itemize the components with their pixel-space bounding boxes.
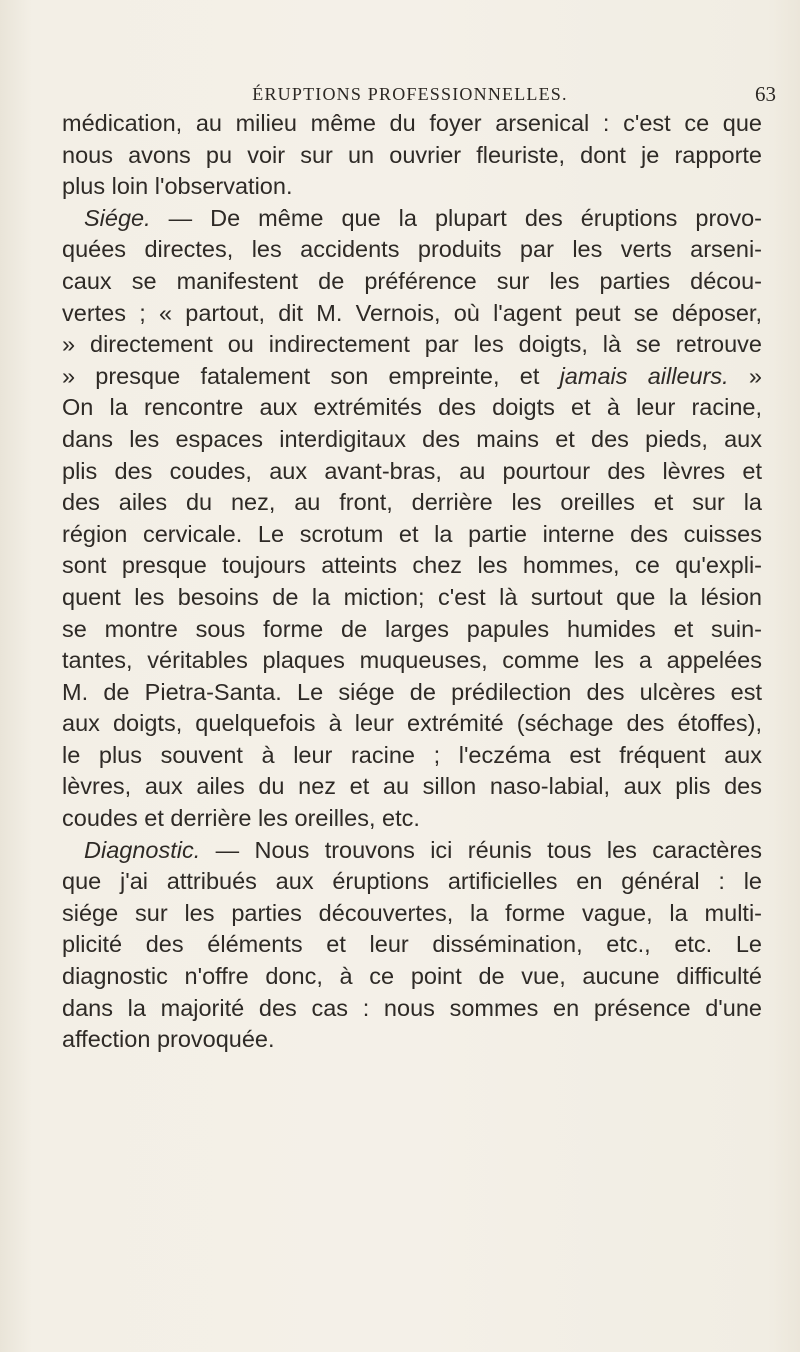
body-text: [62, 108, 762, 1056]
running-title: ÉRUPTIONS PROFESSIONNELLES.: [252, 84, 568, 104]
text-line: le plus souvent à leur racine ; l'eczéma est fréquent aux: [62, 741, 762, 768]
section-heading-diagnostic: Diagnostic.: [84, 836, 201, 863]
text-span: — De même que la plupart des éruptions provo-: [150, 204, 762, 231]
text-line: que j'ai attribués aux éruptions artificielles en général : le: [62, 868, 762, 895]
text-line: quent les besoins de la miction; c'est là surtout que la lésion: [62, 583, 762, 610]
text-line: dans les espaces interdigitaux des mains et des pieds, aux: [62, 425, 762, 452]
text-span: — Nous trouvons ici réunis tous les caractères: [200, 836, 762, 863]
text-line: aux doigts, quelquefois à leur extrémité (séchage des étoffes),: [62, 710, 762, 737]
quote-close: »: [728, 362, 762, 389]
text-line: coudes et derrière les oreilles, etc.: [62, 805, 420, 832]
text-line: caux se manifestent de préférence sur les parties décou-: [62, 267, 762, 294]
text-line: des ailes du nez, au front, derrière les oreilles et sur la: [62, 489, 762, 516]
text-line: M. de Pietra-Santa. Le siége de prédilection des ulcères est: [62, 678, 762, 705]
page-number: 63: [755, 82, 776, 106]
text-line: région cervicale. Le scrotum et la partie interne des cuisses: [62, 520, 762, 547]
italic-phrase: jamais ailleurs.: [559, 362, 729, 389]
text-line: affection provoquée.: [62, 1026, 275, 1053]
text-line: tantes, véritables plaques muqueuses, comme les a appelées: [62, 647, 762, 674]
text-line: médication, au milieu même du foyer arsenical : c'est ce que: [62, 110, 762, 136]
section-heading-siege: Siége.: [84, 204, 151, 231]
text-line: vertes ; « partout, dit M. Vernois, où l'agent peut se déposer,: [62, 299, 762, 326]
text-line: [62, 361, 762, 393]
text-line: On la rencontre aux extrémités des doigts et à leur racine,: [62, 394, 762, 421]
text-line: plicité des éléments et leur dissémination, etc., etc. Le: [62, 931, 762, 958]
text-line: siége sur les parties découvertes, la forme vague, la multi-: [62, 899, 762, 926]
text-line: sont presque toujours atteints chez les hommes, ce qu'expli-: [62, 552, 762, 579]
text-line: [62, 203, 762, 235]
text-line: » directement ou indirectement par les doigts, là se retrouve: [62, 331, 762, 358]
text-line: dans la majorité des cas : nous sommes en présence d'une: [62, 994, 762, 1021]
text-line: nous avons pu voir sur un ouvrier fleuriste, dont je rapporte: [62, 141, 762, 168]
text-span: » presque fatalement son empreinte, et: [62, 362, 560, 389]
text-line: [62, 835, 762, 867]
text-line: plis des coudes, aux avant-bras, au pourtour des lèvres et: [62, 457, 762, 484]
text-line: plus loin l'observation.: [62, 173, 293, 200]
text-line: diagnostic n'offre donc, à ce point de vue, aucune difficulté: [62, 963, 762, 990]
text-line: lèvres, aux ailes du nez et au sillon naso-labial, aux plis des: [62, 773, 762, 800]
text-line: se montre sous forme de larges papules humides et suin-: [62, 615, 762, 642]
text-line: quées directes, les accidents produits par les verts arseni-: [62, 236, 762, 263]
